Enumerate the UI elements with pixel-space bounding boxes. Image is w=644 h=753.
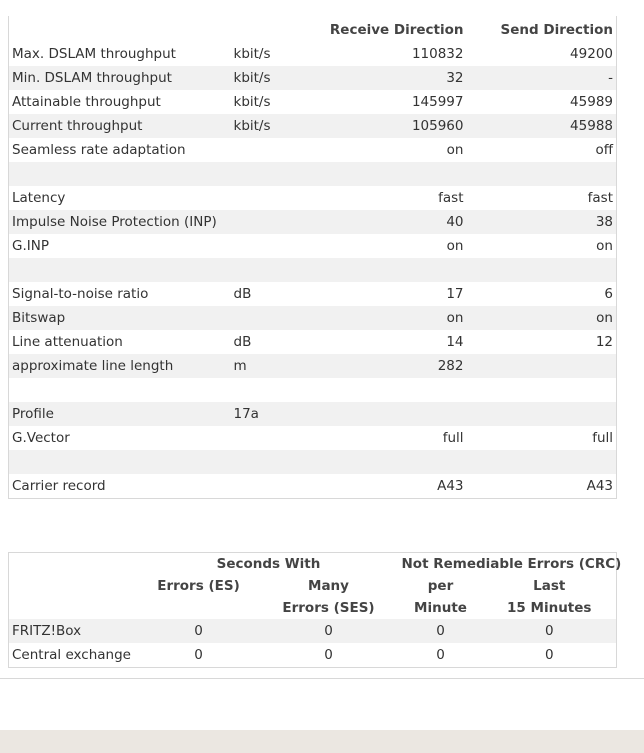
table-row [9,402,617,426]
per-minute-value: 0 [399,619,483,643]
send-value: 45988 [467,114,617,138]
row-label: G.INP [12,238,49,254]
last-15-value: 0 [483,619,617,643]
receive-value: 282 [311,354,467,378]
receive-value: 40 [311,210,467,234]
row-unit [231,426,311,450]
table-row [9,282,617,306]
table-row [9,643,617,668]
table-row [9,210,617,234]
row-label: Impulse Noise Protection (INP) [9,210,231,234]
row-unit [231,186,311,210]
receive-value: 32 [311,66,467,90]
table-row [9,42,617,66]
row-label: Max. DSLAM throughput [12,46,176,62]
send-value: 45989 [570,94,613,110]
send-value: - [467,66,617,90]
row-unit [231,306,311,330]
table-row [9,354,617,378]
send-value: 6 [604,286,613,302]
row-label: G.Vector [12,430,70,446]
row-unit: kbit/s [231,66,311,90]
table-row [9,186,617,210]
receive-value: 14 [446,334,464,350]
send-value: full [592,430,613,446]
error-statistics-table [8,552,622,668]
receive-value: 105960 [311,114,467,138]
send-value: 38 [467,210,617,234]
table-row [9,426,617,450]
table-row [9,138,617,162]
receive-direction-header: Receive Direction [311,16,467,42]
table-row [9,306,617,330]
row-label: Bitswap [9,306,231,330]
send-value [467,354,617,378]
row-label: Central exchange [12,647,131,663]
row-unit [231,138,311,162]
row-unit: kbit/s [233,94,271,110]
row-unit: kbit/s [233,46,271,62]
divider [0,678,644,679]
receive-value: on [311,306,467,330]
row-label: Line attenuation [12,334,123,350]
spacer-row [9,258,617,282]
receive-value: A43 [437,478,464,494]
error-column-header-row-2 [9,597,617,619]
last-15-value: 0 [544,647,554,663]
receive-value: full [442,430,464,446]
receive-value: 110832 [411,46,464,62]
many-errors-header-2: Errors (SES) [282,600,375,616]
table-row [9,114,617,138]
errors-ses-value: 0 [259,619,399,643]
table-row [9,474,617,499]
send-value: off [595,142,613,158]
dsl-overview-table [8,16,617,499]
row-unit: dB [233,286,252,302]
send-value: on [467,306,617,330]
row-label: approximate line length [9,354,231,378]
last-15-header-2: 15 Minutes [507,600,592,616]
row-unit: m [231,354,311,378]
many-errors-header-1: Many [308,578,349,594]
spacer-row [9,162,617,186]
table-row [9,330,617,354]
receive-value: fast [438,190,464,206]
errors-es-value: 0 [139,619,259,643]
row-label: Seamless rate adaptation [12,142,186,158]
send-direction-header: Send Direction [467,16,617,42]
receive-value: 145997 [411,94,464,110]
receive-value: 17 [446,286,464,302]
spacer-row [9,450,617,474]
send-value: fast [587,190,613,206]
row-label: FRITZ!Box [9,619,139,643]
row-label: Attainable throughput [12,94,161,110]
table-header-row [9,16,617,42]
table-row [9,66,617,90]
send-value: 12 [595,334,613,350]
error-group-header-row [9,553,617,576]
footer-bar [0,730,644,753]
row-label: Latency [12,190,66,206]
row-label: Carrier record [12,478,106,494]
send-value: 49200 [570,46,613,62]
send-value [467,402,617,426]
row-unit: 17a [231,402,311,426]
row-label: Profile [9,402,231,426]
row-label: Current throughput [9,114,231,138]
per-minute-header-1: per [427,578,454,594]
row-unit [231,210,311,234]
send-value: on [596,238,613,254]
table-row [9,234,617,258]
per-minute-header-2: Minute [414,600,467,616]
row-unit: dB [233,334,252,350]
table-row [9,619,617,643]
receive-value: on [446,238,464,254]
errors-es-header: Errors (ES) [157,578,240,594]
seconds-with-header: Seconds With [216,556,321,572]
send-value: A43 [586,478,613,494]
spacer-row [9,378,617,402]
row-label: Signal-to-noise ratio [12,286,149,302]
errors-es-value: 0 [194,647,203,663]
row-label: Min. DSLAM throughput [9,66,231,90]
table-row [9,90,617,114]
per-minute-value: 0 [436,647,445,663]
row-unit [231,474,311,499]
last-15-header-1: Last [533,578,566,594]
errors-ses-value: 0 [324,647,333,663]
error-column-header-row [9,575,617,597]
crc-errors-header: Not Remediable Errors (CRC) [401,556,622,572]
receive-value: on [446,142,464,158]
receive-value [311,402,467,426]
row-unit [231,234,311,258]
row-unit: kbit/s [231,114,311,138]
